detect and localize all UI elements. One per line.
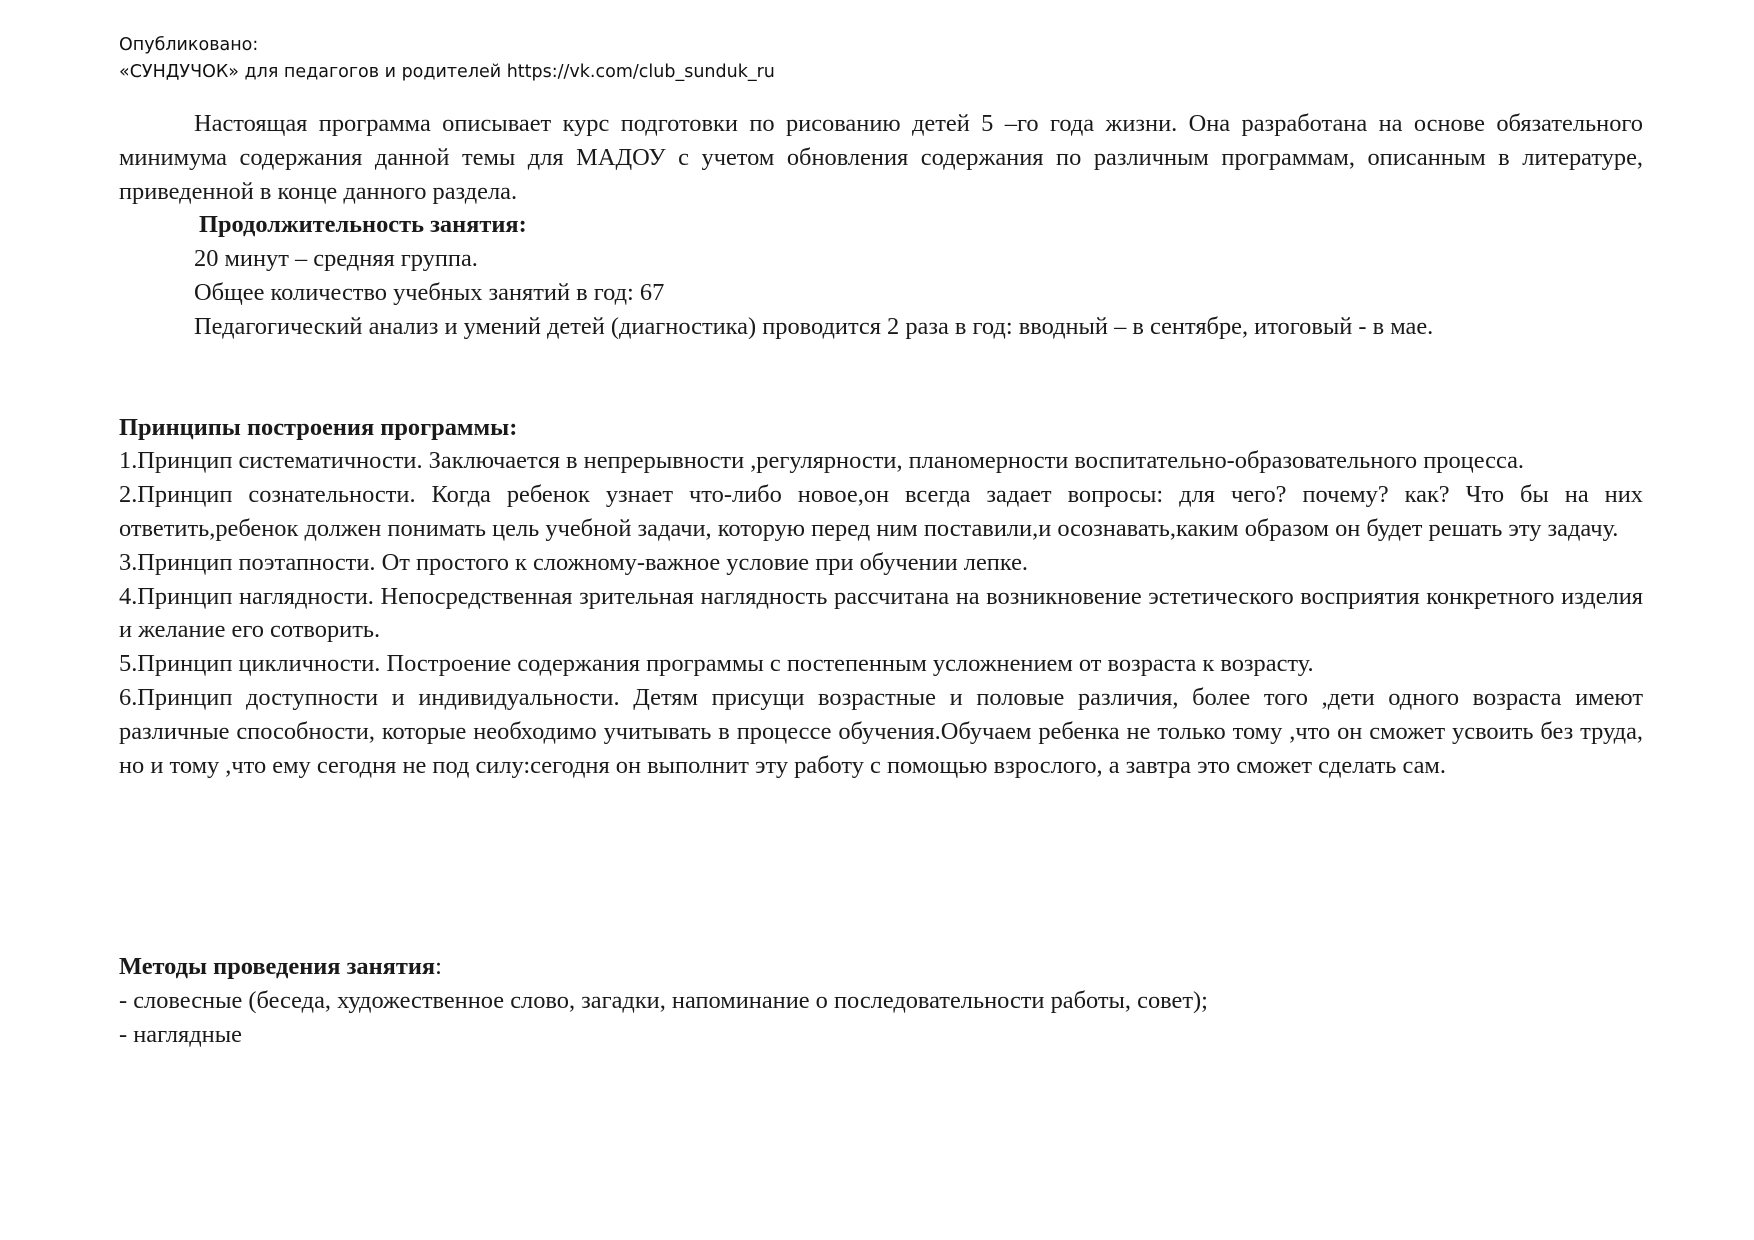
method-item: - наглядные: [119, 1020, 242, 1048]
principle-item: 1.Принцип систематичности. Заключается в непрерывности ,регулярности, планомерности воспитательно-образовательного процесса.: [119, 447, 1525, 475]
principle-item: 4.Принцип наглядности. Непосредственная зрительная наглядность рассчитана на возникновение эстетического восприятия конкретного изделия и желание его сотворить.: [119, 582, 1643, 644]
principles-heading: Принципы построения программы:: [119, 413, 518, 441]
principle-item: 3.Принцип поэтапности. От простого к сложному-важное условие при обучении лепке.: [119, 548, 1029, 576]
methods-heading: Методы проведения занятия: [119, 953, 436, 981]
spacer: [119, 344, 1643, 411]
method-item: - словесные (беседа, художественное слово, загадки, напоминание о последовательности работы, совет);: [119, 987, 1208, 1015]
methods-heading-line: [119, 950, 1643, 984]
methods-heading-colon: :: [435, 953, 442, 981]
lessons-count-line: Общее количество учебных занятий в год: 67: [194, 278, 665, 306]
intro-paragraph: Настоящая программа описывает курс подготовки по рисованию детей 5 –го года жизни. Она разработана на основе обязательного минимума содержания данной темы для МАДОУ с учетом обновления содержания по различным программам, описанным в литературе, приведенной в конце данного раздела.: [119, 110, 1643, 205]
duration-line: 20 минут – средняя группа.: [194, 245, 478, 273]
principle-item: 5.Принцип цикличности. Построение содержания программы с постепенным усложнением от возраста к возрасту.: [119, 650, 1314, 678]
duration-heading: Продолжительность занятия:: [199, 211, 527, 239]
published-label: Опубликовано:: [119, 35, 259, 55]
publication-header: [119, 32, 775, 86]
document-body: [119, 107, 1643, 1052]
spacer: [119, 782, 1643, 950]
principle-item: 6.Принцип доступности и индивидуальности. Детям присущи возрастные и половые различия, более того ,дети одного возраста имеют различные способности, которые необходимо учитывать в процессе обучения.Обучаем ребенка не только тому ,что он сможет усвоить без труда, но и тому ,что ему сегодня не под силу:сегодня он выполнит эту работу с помощью взрослого, а завтра это сможет сделать сам.: [119, 683, 1643, 779]
principle-item: 2.Принцип сознательности. Когда ребенок узнает что-либо новое,он всегда задает вопросы: для чего? почему? как? Что бы на них ответить,ребенок должен понимать цель учебной задачи, которую перед ним поставили,и осознавать,каким образом он будет решать эту задачу.: [119, 481, 1643, 542]
publisher-line: «СУНДУЧОК» для педагогов и родителей https://vk.com/club_sunduk_ru: [119, 62, 775, 82]
diagnostics-line: Педагогический анализ и умений детей (диагностика) проводится 2 раза в год: вводный – в сентябре, итоговый - в мае.: [194, 312, 1434, 340]
